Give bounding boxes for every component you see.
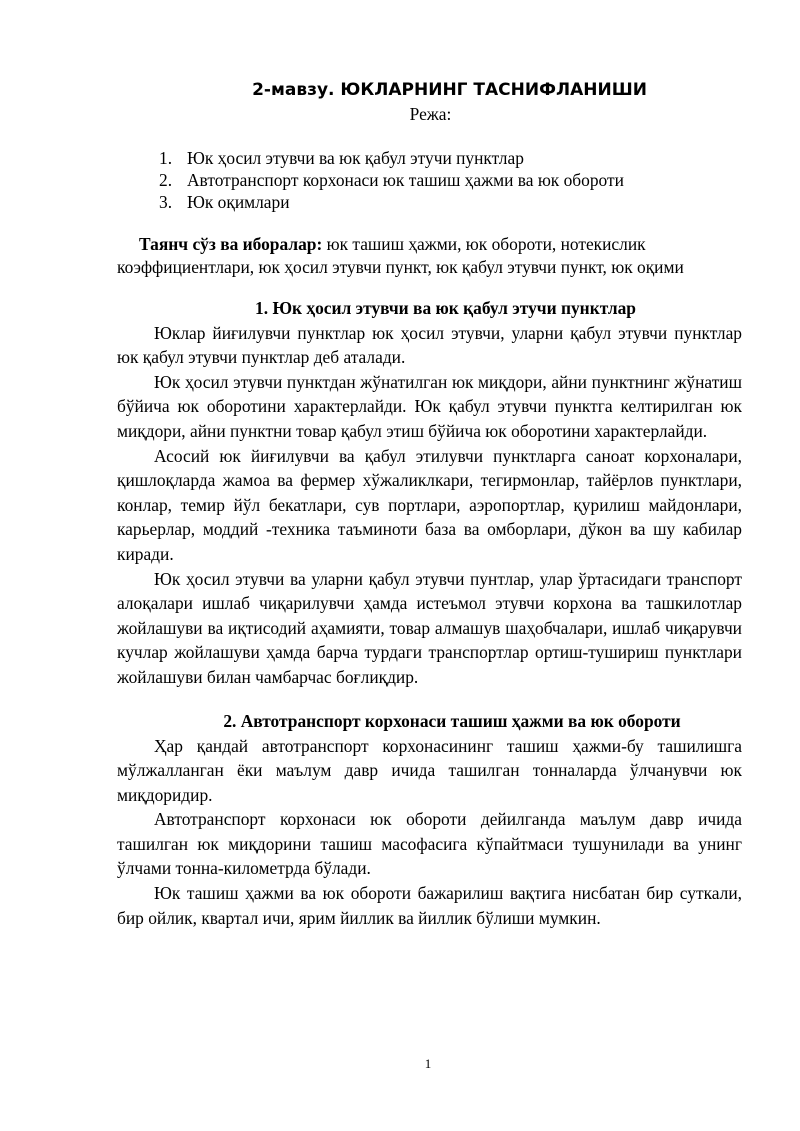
document-title: 2-мавзу. ЮКЛАРНИНГ ТАСНИФЛАНИШИ <box>252 80 647 100</box>
keywords-paragraph <box>117 233 742 279</box>
section-1-paragraph: Юк ҳосил этувчи пунктдан жўнатилган юк миқдори, айни пунктнинг жўнатиш бўйича юк оборотини характерлайди. Юк қабул этувчи пунктга келтирилган юк миқдори, айни пунктни товар қабул этиш бўйича юк оборотини характерлайди. <box>117 371 742 441</box>
plan-item-text: Юк ҳосил этувчи ва юк қабул этучи пунктлар <box>187 147 524 168</box>
plan-item <box>157 169 742 191</box>
section-1-paragraph: Юк ҳосил этувчи ва уларни қабул этувчи пунтлар, улар ўртасидаги транспорт алоқалари ишлаб чиқарилувчи ҳамда истеъмол этувчи корхона ва ташкилотлар жойлашуви ва иқтисодий аҳамияти, товар алмашув шаҳобчалари, ишлаб чиқарувчи кучлар жойлашуви ҳамда барча турдаги транспортлар ортиш-тушириш пунктлари жойлашуви билан чамбарчас боғлиқдир. <box>117 568 742 687</box>
section-1-paragraph: Юклар йиғилувчи пунктлар юк ҳосил этувчи, уларни қабул этувчи пунктлар юк қабул этувчи пунктлар деб аталади. <box>117 322 742 368</box>
keywords-label: Таянч сўз ва иборалар: <box>139 233 323 254</box>
page-content <box>117 78 742 930</box>
plan-item-number: 1. <box>159 147 173 168</box>
section-2-paragraph: Ҳар қандай автотранспорт корхонасининг ташиш ҳажми-бу ташилишга мўлжалланган ёки маълум давр ичида ташилган тонналарда ўлчанувчи юк миқдоридир. <box>117 735 742 805</box>
page-number: 1 <box>424 1056 432 1071</box>
section-2-paragraph: Автотранспорт корхонаси юк обороти дейилганда маълум давр ичида ташилган юк миқдорини ташиш масофасига кўпайтмаси тушунилади ва унинг ўлчами тонна-километрда бўлади. <box>117 809 742 879</box>
plan-item-text: Автотранспорт корхонаси юк ташиш ҳажми ва юк обороти <box>187 169 624 190</box>
section-1-paragraph: Асосий юк йиғилувчи ва қабул этилувчи пунктларга саноат корхоналари, қишлоқларда жамоа ва фермер хўжаликлкари, тегирмонлар, тайёрлов пунктлари, конлар, темир йўл бекатлари, сув портлари, аэропортлар, қурилиш майдонлари, карьерлар, моддий -техника таъминоти база ва омборлари, дўкон ва шу кабилар киради. <box>117 445 742 564</box>
plan-item-text: Юк оқимлари <box>187 191 290 212</box>
section-1-heading: 1. Юк ҳосил этувчи ва юк қабул этучи пунктлар <box>255 297 636 318</box>
plan-item-number: 2. <box>159 169 173 190</box>
plan-label: Режа: <box>409 104 452 124</box>
plan-item <box>157 147 742 169</box>
section-2-paragraph: Юк ташиш ҳажми ва юк обороти бажарилиш вақтига нисбатан бир суткали, бир ойлик, квартал ичи, ярим йиллик ва йиллик бўлиши мумкин. <box>117 883 742 928</box>
plan-item <box>157 191 742 213</box>
plan-item-number: 3. <box>159 191 173 212</box>
keywords-text: юк ташиш ҳажми, юк обороти, нотекислик коэффициентлари, юк ҳосил этувчи пункт, юк қабул этувчи пункт, юк оқими <box>117 233 684 277</box>
section-2-heading: 2. Автотранспорт корхонаси ташиш ҳажми ва юк обороти <box>223 710 681 731</box>
plan-list <box>117 147 742 213</box>
